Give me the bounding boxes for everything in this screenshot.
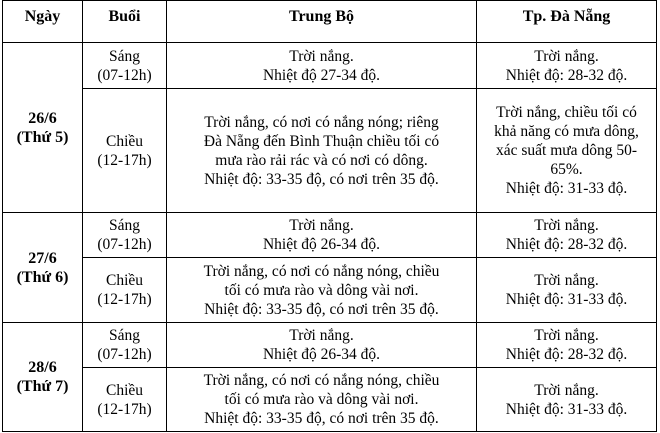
central-forecast (167, 368, 477, 432)
forecast-line: tối có mưa rào và dông vài nơi. (224, 391, 419, 408)
forecast-line: Nhiệt độ: 31-33 độ. (505, 291, 628, 308)
session-name: Chiều (105, 381, 144, 399)
forecast-line: xác suất mưa dông 50- (496, 142, 637, 159)
day-cell (3, 213, 83, 323)
forecast-line: Trời nắng. (534, 47, 599, 65)
forecast-table (2, 0, 657, 432)
day-weekday: (Thứ 7) (16, 378, 69, 395)
danang-forecast (477, 323, 657, 368)
forecast-line: Nhiệt độ: 33-35 độ, có nơi trên 35 độ. (204, 300, 439, 318)
forecast-line: Trời nắng. (289, 47, 354, 65)
forecast-line: Trời nắng, chiều tối có (496, 104, 637, 121)
forecast-line: Trời nắng. (534, 217, 599, 234)
session-name: Sáng (109, 47, 140, 65)
forecast-line: tối có mưa rào và dông vài nơi. (224, 281, 419, 299)
session-hours: (07-12h) (97, 346, 152, 363)
session-cell (83, 43, 167, 89)
header-session: Buổi (83, 1, 167, 43)
session-hours: (07-12h) (97, 66, 152, 84)
central-forecast (167, 323, 477, 368)
forecast-line: mưa rào rải rác và có nơi có dông. (215, 151, 428, 169)
day-date: 26/6 (28, 109, 57, 127)
day-cell (3, 323, 83, 432)
forecast-line: Nhiệt độ 26-34 độ. (262, 236, 381, 253)
session-cell (83, 368, 167, 432)
forecast-line: Nhiệt độ: 31-33 độ. (505, 400, 628, 418)
session-cell (83, 213, 167, 258)
session-cell (83, 89, 167, 213)
forecast-line: khả năng có mưa dông, (494, 123, 639, 140)
day-cell (3, 43, 83, 213)
forecast-line: Trời nắng. (289, 217, 354, 234)
forecast-line: Nhiệt độ: 33-35 độ, có nơi trên 35 độ. (204, 170, 439, 188)
session-name: Sáng (109, 327, 140, 344)
forecast-line: 65%. (550, 161, 583, 178)
table-row (3, 43, 657, 89)
day-weekday: (Thứ 6) (16, 268, 69, 286)
session-name: Chiều (105, 132, 144, 150)
day-date: 27/6 (28, 249, 57, 267)
forecast-line: Nhiệt độ: 28-32 độ. (505, 346, 628, 363)
forecast-line: Trời nắng, có nơi có nắng nóng, chiều (203, 262, 440, 280)
danang-forecast (477, 258, 657, 323)
table-row (3, 258, 657, 323)
danang-forecast (477, 89, 657, 213)
session-cell (83, 258, 167, 323)
table-row (3, 323, 657, 368)
central-forecast (167, 89, 477, 213)
day-date: 28/6 (28, 359, 57, 376)
forecast-line: Trời nắng, có nơi có nắng nóng; riêng (204, 113, 439, 131)
session-hours: (12-17h) (97, 291, 152, 308)
session-cell (83, 323, 167, 368)
forecast-line: Nhiệt độ 27-34 độ. (262, 66, 381, 84)
table-row (3, 89, 657, 213)
header-row (3, 1, 657, 43)
forecast-line: Đà Nẵng đến Bình Thuận chiều tối có (203, 132, 440, 150)
forecast-line: Nhiệt độ: 28-32 độ. (505, 236, 628, 253)
header-central: Trung Bộ (167, 1, 477, 43)
forecast-line: Trời nắng. (534, 381, 599, 399)
danang-forecast (477, 43, 657, 89)
central-forecast (167, 258, 477, 323)
danang-forecast (477, 213, 657, 258)
forecast-line: Nhiệt độ 26-34 độ. (262, 346, 381, 363)
forecast-line: Nhiệt độ: 28-32 độ. (505, 66, 628, 84)
session-name: Chiều (105, 272, 144, 289)
forecast-line: Nhiệt độ: 33-35 độ, có nơi trên 35 độ. (204, 410, 439, 427)
forecast-line: Trời nắng. (534, 327, 599, 344)
danang-forecast (477, 368, 657, 432)
central-forecast (167, 213, 477, 258)
header-day: Ngày (3, 1, 83, 43)
forecast-line: Trời nắng. (289, 327, 354, 344)
central-forecast (167, 43, 477, 89)
session-hours: (07-12h) (97, 236, 152, 253)
forecast-line: Nhiệt độ: 31-33 độ. (505, 180, 628, 197)
session-hours: (12-17h) (97, 400, 152, 418)
forecast-line: Trời nắng. (534, 272, 599, 289)
session-name: Sáng (109, 217, 140, 234)
forecast-line: Trời nắng, có nơi có nắng nóng, chiều (203, 372, 440, 389)
header-danang: Tp. Đà Nẵng (477, 1, 657, 43)
session-hours: (12-17h) (97, 151, 152, 169)
table-row (3, 368, 657, 432)
day-weekday: (Thứ 5) (16, 128, 69, 146)
table-row (3, 213, 657, 258)
